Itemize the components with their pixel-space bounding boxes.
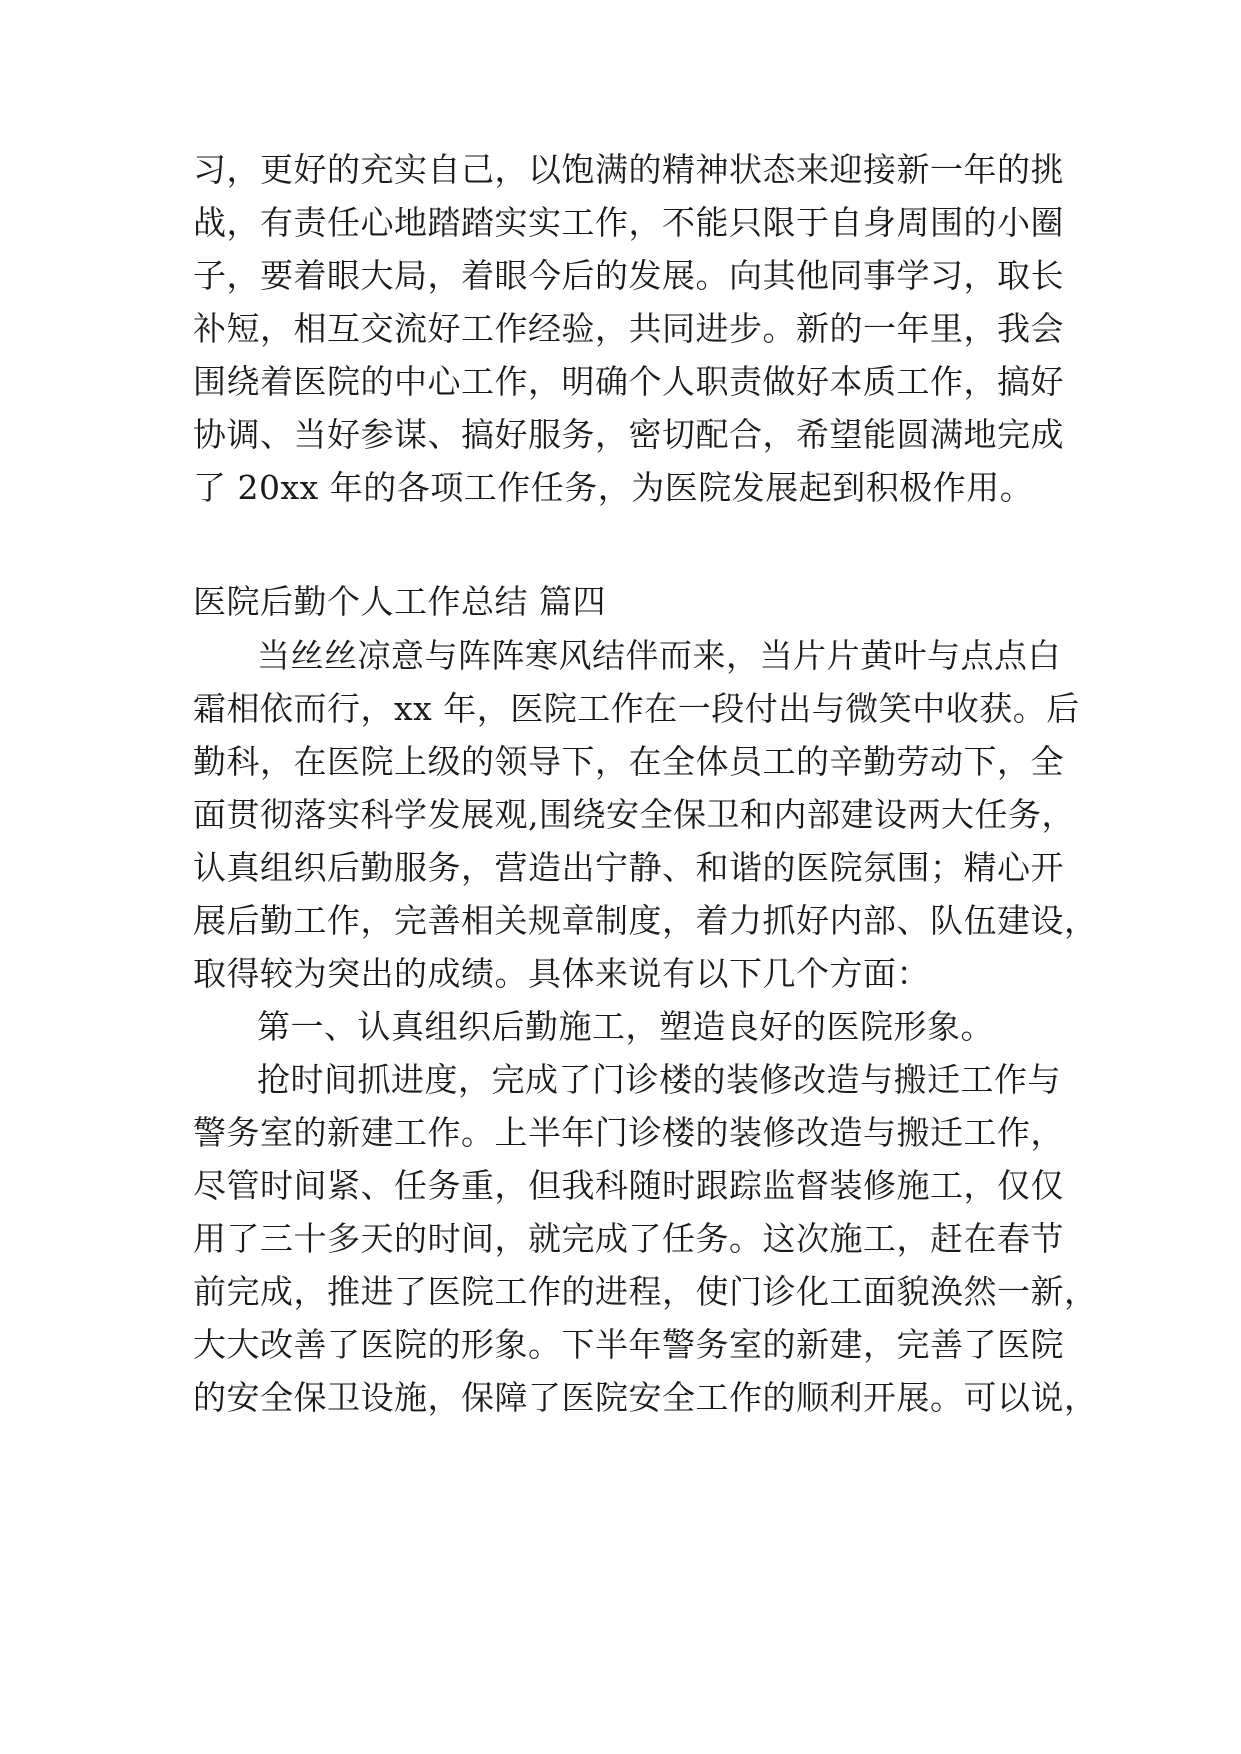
paragraph-line: 霜相依而行，xx 年，医院工作在一段付出与微笑中收获。后 xyxy=(193,689,1080,728)
intro-line: 补短，相互交流好工作经验，共同进步。新的一年里，我会 xyxy=(193,309,1064,348)
section-heading: 医院后勤个人工作总结 篇四 xyxy=(193,582,606,621)
intro-line: 了 20xx 年的各项工作任务，为医院发展起到积极作用。 xyxy=(193,468,1034,507)
intro-line: 围绕着医院的中心工作，明确个人职责做好本质工作，搞好 xyxy=(193,362,1064,401)
paragraph-line: 取得较为突出的成绩。具体来说有以下几个方面： xyxy=(193,954,930,993)
paragraph-line: 当丝丝凉意与阵阵寒风结伴而来，当片片黄叶与点点白 xyxy=(257,636,1061,675)
paragraph-line: 大大改善了医院的形象。下半年警务室的新建，完善了医院 xyxy=(193,1325,1064,1364)
subheading: 第一、认真组织后勤施工，塑造良好的医院形象。 xyxy=(257,1007,994,1046)
intro-line: 习，更好的充实自己，以饱满的精神状态来迎接新一年的挑 xyxy=(193,150,1064,189)
paragraph-line: 勤科，在医院上级的领导下，在全体员工的辛勤劳动下，全 xyxy=(193,742,1064,781)
paragraph-line: 展后勤工作，完善相关规章制度，着力抓好内部、队伍建设， xyxy=(193,901,1098,940)
intro-line: 协调、当好参谋、搞好服务，密切配合，希望能圆满地完成 xyxy=(193,415,1064,454)
paragraph-line: 用了三十多天的时间，就完成了任务。这次施工，赶在春节 xyxy=(193,1219,1064,1258)
paragraph-line: 尽管时间紧、任务重，但我科随时跟踪监督装修施工，仅仅 xyxy=(193,1166,1064,1205)
paragraph-line: 警务室的新建工作。上半年门诊楼的装修改造与搬迁工作， xyxy=(193,1113,1064,1152)
paragraph-line: 的安全保卫设施，保障了医院安全工作的顺利开展。可以说， xyxy=(193,1378,1098,1417)
intro-line: 子，要着眼大局，着眼今后的发展。向其他同事学习，取长 xyxy=(193,256,1064,295)
paragraph-line: 抢时间抓进度，完成了门诊楼的装修改造与搬迁工作与 xyxy=(257,1060,1061,1099)
intro-line: 战，有责任心地踏踏实实工作，不能只限于自身周围的小圈 xyxy=(193,203,1064,242)
paragraph-line: 认真组织后勤服务，营造出宁静、和谐的医院氛围；精心开 xyxy=(193,848,1064,887)
paragraph-line: 面贯彻落实科学发展观,围绕安全保卫和内部建设两大任务， xyxy=(193,795,1075,834)
paragraph-line: 前完成，推进了医院工作的进程，使门诊化工面貌涣然一新， xyxy=(193,1272,1098,1311)
